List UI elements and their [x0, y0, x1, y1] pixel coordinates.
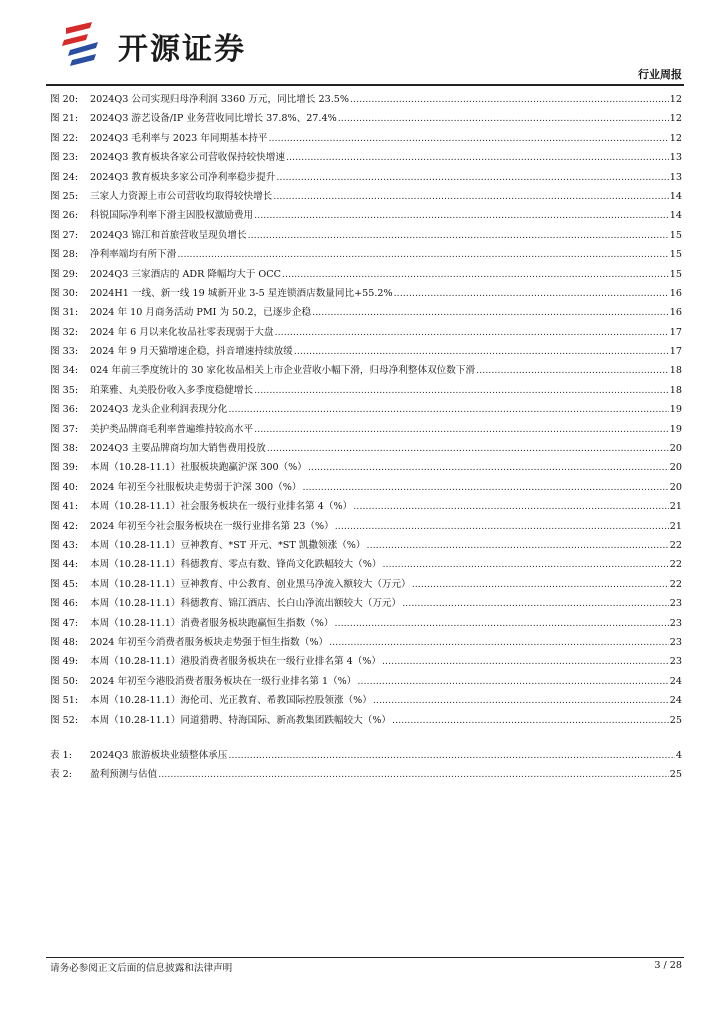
figure-entry-label: 图 23:	[50, 152, 79, 164]
figure-entry[interactable]	[50, 187, 682, 206]
figure-entry-label: 图 51:	[50, 695, 79, 707]
figure-entry-title: 2024 年 6 月以来化妆品社零表现弱于大盘	[90, 326, 274, 338]
figure-entry-label: 图 27:	[50, 229, 79, 241]
figure-entry-label: 图 30:	[50, 287, 79, 299]
dot-leader	[248, 226, 669, 245]
figure-entry[interactable]	[50, 303, 682, 322]
figure-entry-label: 图 29:	[50, 268, 79, 280]
figure-entry[interactable]	[50, 672, 682, 691]
figure-entry[interactable]	[50, 323, 682, 342]
figure-entry-page: 15	[669, 268, 682, 280]
figure-entry-page: 24	[669, 675, 682, 687]
figure-entry-page: 21	[669, 520, 682, 532]
figure-entry-page: 25	[669, 714, 682, 726]
dot-leader	[382, 555, 668, 574]
figure-entry-title: 024 年前三季度统计的 30 家化妆品相关上市企业营收小幅下滑，归母净利整体双位数下滑	[90, 365, 476, 377]
figure-entry-page: 18	[669, 384, 682, 396]
figure-entry-page: 16	[669, 307, 682, 319]
figure-entry-label: 图 43:	[50, 539, 79, 551]
dot-leader	[276, 168, 668, 187]
figure-entry[interactable]	[50, 711, 682, 730]
figure-entry-page: 23	[669, 636, 682, 648]
figure-entry-title: 2024 年 10 月商务活动 PMI 为 50.2，已逐步企稳	[90, 307, 312, 319]
dot-leader	[412, 575, 669, 594]
figure-entry[interactable]	[50, 245, 682, 264]
figure-entry-title: 本周（10.28-11.1）同道猎聘、特海国际、新高教集团跌幅较大（%）	[90, 714, 392, 726]
figure-entry[interactable]	[50, 148, 682, 167]
figure-entry-page: 23	[669, 656, 682, 668]
figure-entry-label: 图 46:	[50, 598, 79, 610]
figure-entry[interactable]	[50, 168, 682, 187]
figure-entry-title: 2024Q3 教育板块各家公司营收保持较快增速	[90, 152, 285, 164]
figure-entry-page: 20	[669, 481, 682, 493]
figure-entry-label: 图 44:	[50, 559, 79, 571]
figure-entry-page: 12	[669, 113, 682, 125]
dot-leader	[273, 187, 669, 206]
figure-entry-label: 图 26:	[50, 210, 79, 222]
figure-entry-label: 图 32:	[50, 326, 79, 338]
figure-entry[interactable]	[50, 206, 682, 225]
dot-leader	[394, 284, 669, 303]
figure-entry[interactable]	[50, 90, 682, 109]
page-number: 3 / 28	[654, 960, 682, 971]
figure-entry-title: 珀莱雅、丸美股份收入多季度稳健增长	[90, 384, 254, 396]
figure-entry-title: 2024 年初至今社服板块走势弱于沪深 300（%）	[90, 481, 302, 493]
dot-leader	[382, 652, 669, 671]
figure-entry-label: 图 28:	[50, 249, 79, 261]
dot-leader	[476, 361, 669, 380]
figure-entry-label: 图 38:	[50, 443, 79, 455]
figure-entry-title: 2024 年初至今消费者服务板块走势强于恒生指数（%）	[90, 636, 329, 648]
figure-entry[interactable]	[50, 614, 682, 633]
figure-entry-page: 12	[669, 94, 682, 105]
figure-entry[interactable]	[50, 381, 682, 400]
figure-entry-page: 15	[669, 249, 682, 261]
figure-entry-label: 图 41:	[50, 501, 79, 513]
dot-leader	[228, 400, 668, 419]
figure-entry-title: 科锐国际净利率下滑主因股权激励费用	[90, 210, 254, 222]
table-entry-page: 25	[669, 769, 682, 781]
table-entry[interactable]	[50, 765, 682, 784]
figure-entry-label: 图 36:	[50, 404, 79, 416]
figure-entry-page: 15	[669, 229, 682, 241]
table-entry-title: 盈利预测与估值	[90, 769, 158, 781]
figure-entry-label: 图 21:	[50, 113, 79, 125]
dot-leader	[338, 109, 669, 128]
figure-entry-label: 图 20:	[50, 94, 79, 105]
figure-entry-title: 三家人力资源上市公司营收均取得较快增长	[90, 190, 273, 202]
dot-leader	[267, 439, 669, 458]
footer-disclaimer: 请务必参阅正文后面的信息披露和法律声明	[50, 963, 233, 974]
dot-leader	[254, 420, 669, 439]
figure-entry-title: 本周（10.28-11.1）豆神教育、中公教育、创业黑马净流入额较大（万元）	[90, 578, 411, 590]
figure-entry-title: 本周（10.28-11.1）豆神教育、*ST 开元、*ST 凯撒领涨（%）	[90, 539, 366, 551]
figure-entry-label: 图 31:	[50, 307, 79, 319]
dot-leader	[312, 303, 669, 322]
table-entry[interactable]	[50, 746, 682, 765]
dot-leader	[357, 672, 668, 691]
dot-leader	[329, 633, 669, 652]
dot-leader	[335, 517, 669, 536]
figure-entry-page: 14	[669, 210, 682, 222]
figure-entry-title: 净利率端均有所下滑	[90, 249, 177, 261]
figure-entry-label: 图 25:	[50, 190, 79, 202]
figure-entry-label: 图 35:	[50, 384, 79, 396]
figure-entry-title: 2024 年初至今社会服务板块在一级行业排名第 23（%）	[90, 520, 334, 532]
dot-leader	[294, 342, 669, 361]
figure-entry-label: 图 40:	[50, 481, 79, 493]
figure-entry[interactable]	[50, 497, 682, 516]
figure-entry[interactable]	[50, 517, 682, 536]
dot-leader	[228, 746, 675, 765]
figure-entry-page: 24	[669, 695, 682, 707]
figure-entry-title: 本周（10.28-11.1）科德教育、锦江酒店、长白山净流出额较大（万元）	[90, 598, 402, 610]
figure-entry-title: 2024Q3 公司实现归母净利润 3360 万元，同比增长 23.5%	[90, 94, 349, 105]
figure-entry-page: 16	[669, 287, 682, 299]
figure-entry-page: 17	[669, 346, 682, 358]
figure-entry-label: 图 24:	[50, 171, 79, 183]
dot-leader	[275, 323, 669, 342]
figure-entry-title: 美护类品牌商毛利率普遍维持较高水平	[90, 423, 254, 435]
dot-leader	[373, 691, 669, 710]
figure-entry-label: 图 42:	[50, 520, 79, 532]
report-type-label: 行业周报	[638, 68, 682, 81]
figure-entry-title: 本周（10.28-11.1）社会服务板块在一级行业排名第 4（%）	[90, 501, 353, 513]
figure-entry-page: 19	[669, 423, 682, 435]
figure-entry-title: 本周（10.28-11.1）海伦司、光正教育、希教国际控股领涨（%）	[90, 695, 372, 707]
figure-entry[interactable]	[50, 361, 682, 380]
figure-entry[interactable]	[50, 284, 682, 303]
figure-entry[interactable]	[50, 691, 682, 710]
dot-leader	[302, 478, 668, 497]
dot-leader	[254, 381, 669, 400]
figure-entry-label: 图 47:	[50, 617, 79, 629]
dot-leader	[308, 458, 669, 477]
header-divider	[46, 84, 684, 86]
dot-leader	[334, 614, 668, 633]
figure-entry-title: 2024H1 一线、新一线 19 城新开业 3-5 星连锁酒店数量同比+55.2%	[90, 287, 393, 299]
figure-entry-label: 图 39:	[50, 462, 79, 474]
dot-leader	[158, 765, 669, 784]
brand-logo	[62, 20, 292, 66]
figure-entry[interactable]	[50, 226, 682, 245]
figure-entry[interactable]	[50, 439, 682, 458]
figure-entry-title: 本周（10.28-11.1）消费者服务板块跑赢恒生指数（%）	[90, 617, 334, 629]
table-entry-page: 4	[675, 750, 682, 761]
figure-entry-label: 图 37:	[50, 423, 79, 435]
figure-entry-label: 图 33:	[50, 346, 79, 358]
figure-entry[interactable]	[50, 129, 682, 148]
brand-name: 开源证券	[118, 32, 246, 67]
figure-entry-page: 18	[669, 365, 682, 377]
figure-entry-label: 图 52:	[50, 714, 79, 726]
figure-entry-page: 20	[669, 443, 682, 455]
figure-entry-title: 2024Q3 三家酒店的 ADR 降幅均大于 OCC	[90, 268, 281, 280]
figure-entry-page: 23	[669, 598, 682, 610]
figure-entry-title: 本周（10.28-11.1）科德教育、零点有数、锋尚文化跌幅较大（%）	[90, 559, 382, 571]
figure-entry-label: 图 22:	[50, 132, 79, 144]
footer-divider	[46, 957, 684, 958]
figure-entry-page: 12	[669, 132, 682, 144]
figure-entry-title: 本周（10.28-11.1）港股消费者服务板块在一级行业排名第 4（%）	[90, 656, 381, 668]
figure-entry[interactable]	[50, 265, 682, 284]
figure-entry[interactable]	[50, 555, 682, 574]
page-header	[0, 0, 724, 80]
dot-leader	[268, 129, 668, 148]
dot-leader	[402, 594, 669, 613]
figure-entry-page: 20	[669, 462, 682, 474]
figure-list	[50, 90, 682, 730]
figure-entry[interactable]	[50, 109, 682, 128]
table-entry-label: 表 2:	[50, 769, 72, 781]
dot-leader	[350, 90, 669, 109]
table-entry-label: 表 1:	[50, 750, 72, 761]
figure-entry-title: 本周（10.28-11.1）社服板块跑赢沪深 300（%）	[90, 462, 307, 474]
figure-entry[interactable]	[50, 478, 682, 497]
figure-entry-title: 2024Q3 教育板块多家公司净利率稳步提升	[90, 171, 276, 183]
figure-entry-label: 图 45:	[50, 578, 79, 590]
figure-entry-title: 2024Q3 毛利率与 2023 年同期基本持平	[90, 132, 268, 144]
figure-entry-label: 图 34:	[50, 365, 79, 377]
figure-entry-label: 图 48:	[50, 636, 79, 648]
figure-entry[interactable]	[50, 400, 682, 419]
figure-entry-title: 2024Q3 龙头企业利润表现分化	[90, 404, 228, 416]
figure-entry[interactable]	[50, 594, 682, 613]
figure-entry-title: 2024Q3 游艺设备/IP 业务营收同比增长 37.8%、27.4%	[90, 113, 337, 125]
dot-leader	[392, 711, 669, 730]
figure-entry-page: 19	[669, 404, 682, 416]
brand-logo-icon	[62, 20, 102, 66]
figure-entry-title: 2024 年初至今港股消费者服务板块在一级行业排名第 1（%）	[90, 675, 357, 687]
table-list	[50, 746, 682, 785]
figure-entry[interactable]	[50, 575, 682, 594]
figure-entry-page: 22	[669, 578, 682, 590]
figure-entry-page: 13	[669, 152, 682, 164]
figure-entry-label: 图 50:	[50, 675, 79, 687]
figure-entry-page: 13	[669, 171, 682, 183]
dot-leader	[177, 245, 668, 264]
figure-entry[interactable]	[50, 342, 682, 361]
dot-leader	[282, 265, 669, 284]
figure-entry[interactable]	[50, 633, 682, 652]
figure-entry-page: 17	[669, 326, 682, 338]
figure-entry[interactable]	[50, 458, 682, 477]
figure-entry-title: 2024Q3 锦江和首旅营收呈现负增长	[90, 229, 247, 241]
figure-entry-page: 22	[669, 559, 682, 571]
dot-leader	[367, 536, 669, 555]
figure-entry-title: 2024Q3 主要品牌商均加大销售费用投放	[90, 443, 266, 455]
dot-leader	[353, 497, 669, 516]
figure-entry-label: 图 49:	[50, 656, 79, 668]
figure-entry[interactable]	[50, 536, 682, 555]
figure-entry-title: 2024 年 9 月天猫增速企稳，抖音增速持续放缓	[90, 346, 293, 358]
figure-entry-page: 14	[669, 190, 682, 202]
figure-entry-page: 22	[669, 539, 682, 551]
dot-leader	[254, 206, 669, 225]
figure-entry[interactable]	[50, 420, 682, 439]
figure-entry-page: 23	[669, 617, 682, 629]
table-entry-title: 2024Q3 旅游板块业绩整体承压	[90, 750, 228, 761]
figure-entry[interactable]	[50, 652, 682, 671]
dot-leader	[286, 148, 669, 167]
figure-entry-page: 21	[669, 501, 682, 513]
